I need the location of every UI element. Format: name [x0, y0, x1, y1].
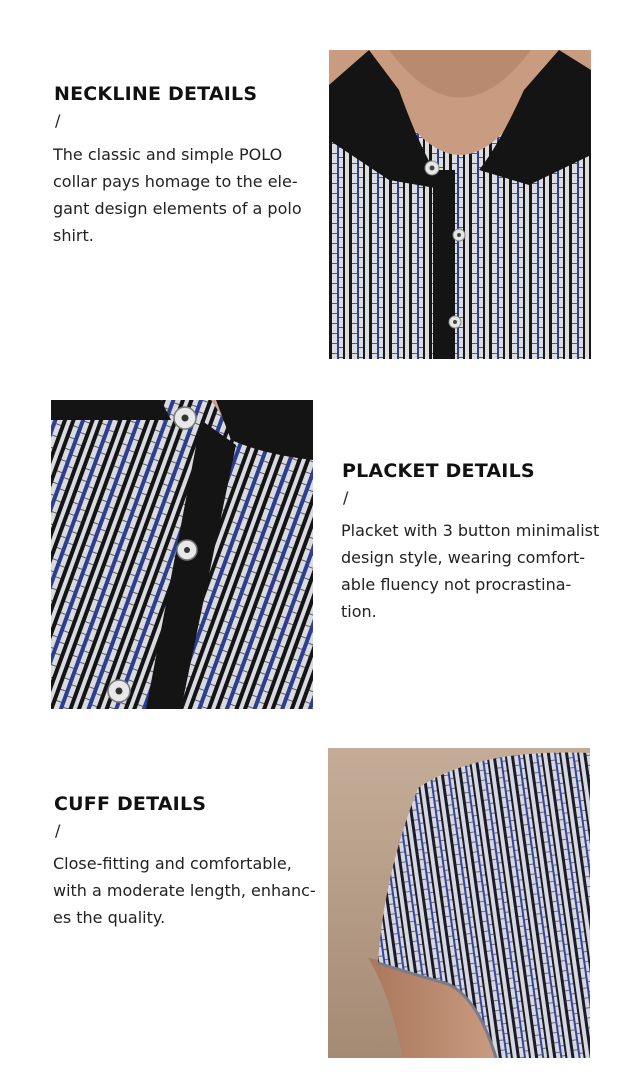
neckline-description-line: collar pays homage to the ele-: [53, 172, 298, 191]
cuff-description-line: with a moderate length, enhanc-: [53, 881, 316, 900]
cuff-divider: /: [55, 821, 61, 840]
cuff-title: CUFF DETAILS: [54, 793, 207, 815]
neckline-divider: /: [55, 111, 61, 130]
neckline-photo: [329, 50, 591, 359]
placket-description-line: able fluency not procrastina-: [341, 575, 572, 594]
neckline-description-line: The classic and simple POLO: [53, 145, 283, 164]
cuff-description-line: Close-fitting and comfortable,: [53, 854, 292, 873]
placket-title: PLACKET DETAILS: [342, 460, 535, 482]
neckline-description-line: shirt.: [53, 226, 94, 245]
cuff-photo: [328, 748, 590, 1058]
placket-photo: [51, 400, 313, 709]
cuff-description-line: es the quality.: [53, 908, 166, 927]
cuff-description: [53, 850, 316, 931]
neckline-description-line: gant design elements of a polo: [53, 199, 302, 218]
placket-description: [341, 517, 599, 625]
placket-divider: /: [343, 488, 349, 507]
neckline-title: NECKLINE DETAILS: [54, 83, 258, 105]
placket-description-line: Placket with 3 button minimalist: [341, 521, 600, 540]
neckline-description: [53, 141, 302, 249]
placket-description-line: tion.: [341, 602, 377, 621]
placket-description-line: design style, wearing comfort-: [341, 548, 586, 567]
